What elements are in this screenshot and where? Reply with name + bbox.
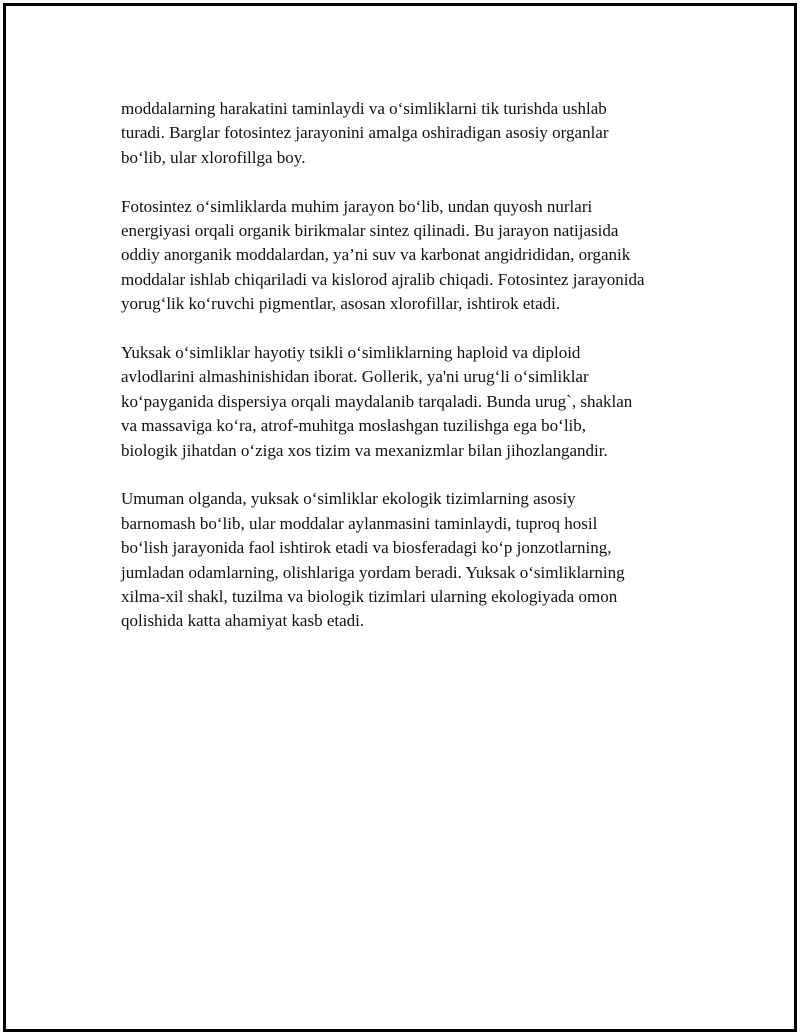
text-line: Yuksak o‘simliklar hayotiy tsikli o‘simliklarning haploid va diploid bbox=[121, 343, 581, 363]
text-line: Umuman olganda, yuksak o‘simliklar ekologik tizimlarning asosiy bbox=[121, 489, 576, 509]
text-line: oddiy anorganik moddalardan, ya’ni suv va karbonat angidrididan, organik bbox=[121, 245, 631, 265]
text-line: barnomash bo‘lib, ular moddalar aylanmasini taminlaydi, tuproq hosil bbox=[121, 513, 598, 533]
page-frame bbox=[3, 3, 797, 1032]
paragraph-4 bbox=[121, 487, 691, 633]
text-line: bo‘lib, ular xlorofillga boy. bbox=[121, 147, 306, 167]
text-line: Fotosintez o‘simliklarda muhim jarayon bo‘lib, undan quyosh nurlari bbox=[121, 196, 593, 216]
text-line: yorug‘lik ko‘ruvchi pigmentlar, asosan xlorofillar, ishtirok etadi. bbox=[121, 294, 561, 314]
text-line: avlodlarini almashinishidan iborat. Gollerik, ya'ni urug‘li o‘simliklar bbox=[121, 367, 589, 387]
text-line: energiyasi orqali organik birikmalar sintez qilinadi. Bu jarayon natijasida bbox=[121, 221, 619, 241]
text-line: xilma-xil shakl, tuzilma va biologik tizimlari ularning ekologiyada omon bbox=[121, 587, 618, 607]
text-line: qolishida katta ahamiyat kasb etadi. bbox=[121, 611, 365, 631]
text-line: moddalar ishlab chiqariladi va kislorod ajralib chiqadi. Fotosintez jarayonida bbox=[121, 269, 645, 289]
text-line: turadi. Barglar fotosintez jarayonini amalga oshiradigan asosiy organlar bbox=[121, 123, 609, 143]
text-line: jumladan odamlarning, olishlariga yordam beradi. Yuksak o‘simliklarning bbox=[121, 562, 625, 582]
paragraph-3 bbox=[121, 341, 691, 463]
document-body bbox=[121, 97, 691, 658]
text-line: bo‘lish jarayonida faol ishtirok etadi va biosferadagi ko‘p jonzotlarning, bbox=[121, 538, 612, 558]
paragraph-2 bbox=[121, 195, 691, 317]
text-line: ko‘payganida dispersiya orqali maydalanib tarqaladi. Bunda urug`, shaklan bbox=[121, 391, 633, 411]
paragraph-1 bbox=[121, 97, 691, 170]
text-line: moddalarning harakatini taminlaydi va o‘simliklarni tik turishda ushlab bbox=[121, 99, 607, 118]
text-line: biologik jihatdan o‘ziga xos tizim va mexanizmlar bilan jihozlangandir. bbox=[121, 440, 608, 460]
text-line: va massaviga ko‘ra, atrof-muhitga moslashgan tuzilishga ega bo‘lib, bbox=[121, 416, 587, 436]
